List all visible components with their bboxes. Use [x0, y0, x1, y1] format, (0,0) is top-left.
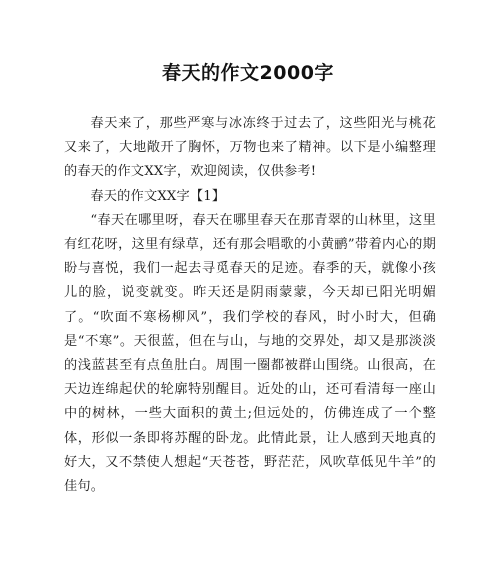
document-title: 春天的作文2000字 [162, 62, 334, 84]
document-body [64, 112, 436, 499]
cropped-next-line [64, 548, 436, 561]
body-paragraph: “春天在哪里呀，春天在哪里春天在那青翠的山林里，这里有红花呀，这里有绿草，还有那会唱歌的小黄鹂”带着内心的期盼与喜悦，我们一起去寻觅春天的足迹。春季的天，就像小孩儿的脸，说变就变。昨天还是阴雨蒙蒙，今天却已阳光明媚了。“吹面不寒杨柳风”，我们学校的春风，时小时大，但确是“不寒”。天很蓝，但在与山，与地的交界处，却又是那淡淡的浅蓝甚至有点鱼肚白。周围一圈都被群山围绕。山很高，在天边连绵起伏的轮廓特别醒目。近处的山，还可看清每一座山中的树林，一些大面积的黄土;但远处的，仿佛连成了一个整体，形似一条即将苏醒的卧龙。此情此景，让人感到天地真的好大，又不禁使人想起“天苍苍，野茫茫，风吹草低见牛羊”的佳句。 [64, 212, 436, 495]
section-heading: 春天的作文XX字【1】 [90, 188, 226, 204]
intro-paragraph: 春天来了，那些严寒与冰冻终于过去了，这些阳光与桃花又来了，大地敞开了胸怀，万物也来了精神。以下是小编整理的春天的作文XX字，欢迎阅读，仅供参考! [64, 116, 436, 180]
